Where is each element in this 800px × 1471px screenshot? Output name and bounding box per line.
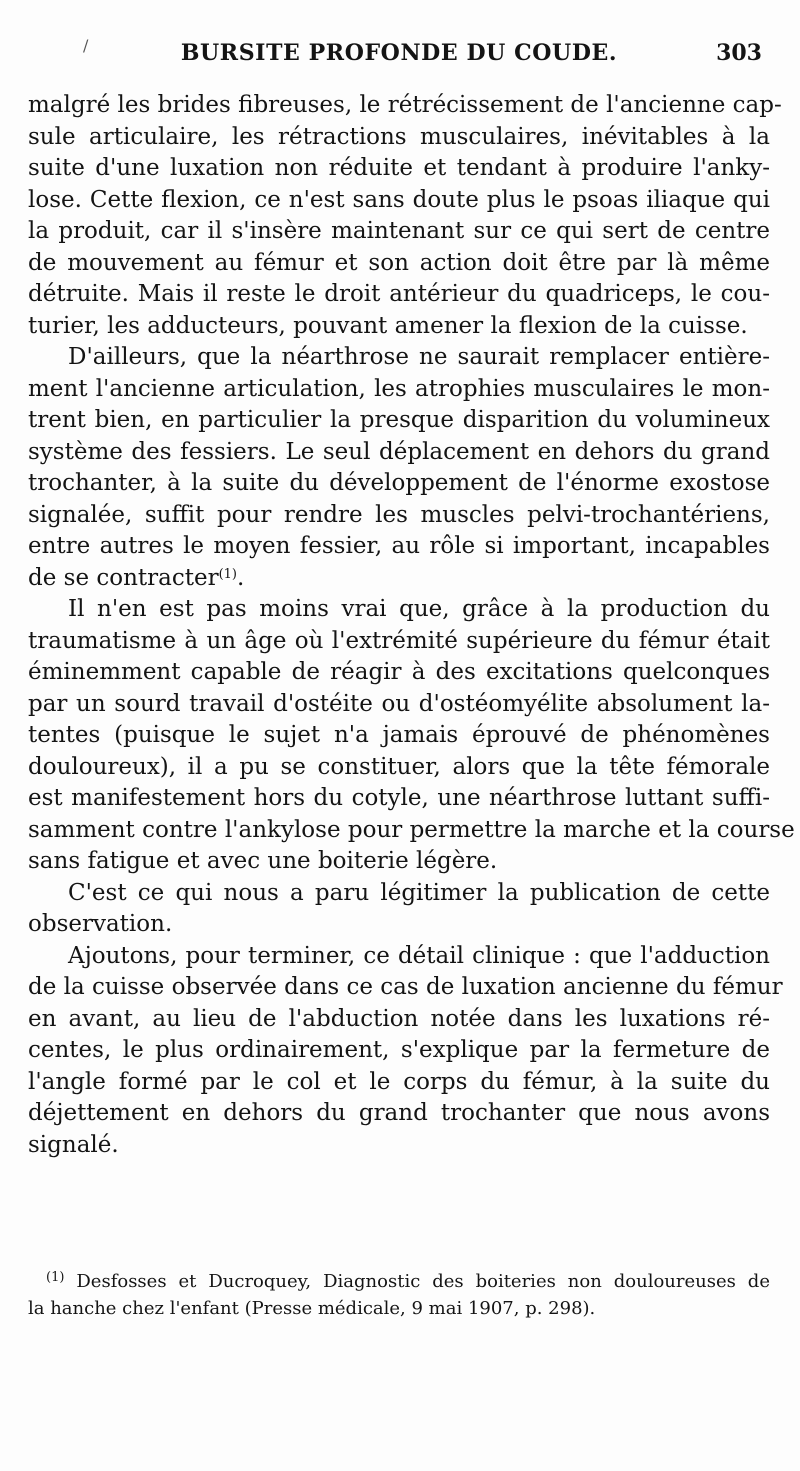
text-line: est manifestement hors du cotyle, une néarthrose luttant suffi- [28,785,770,811]
footnote-line [28,1268,770,1295]
page-number: 303 [716,40,762,66]
text-line: système des fessiers. Le seul déplacement en dehors du grand [28,438,770,465]
footnote-text: Desfosses et Ducroquey, Diagnostic des boiteries non douloureuses de [76,1271,770,1292]
text-line: détruite. Mais il reste le droit antérieur du quadriceps, le cou- [28,281,770,307]
text-line: centes, le plus ordinairement, s'explique par la fermeture de [28,1037,770,1063]
text-line: signalée, suffit pour rendre les muscles pelvi-trochantériens, [28,501,770,528]
text-line: entre autres le moyen fessier, au rôle si important, incapables [28,533,770,559]
text-line: de la cuisse observée dans ce cas de luxation ancienne du fémur [28,974,783,1000]
header-mark: / [83,36,89,55]
text-line: sule articulaire, les rétractions musculaires, inévitables à la [28,123,770,150]
text-line: suite d'une luxation non réduite et tendant à produire l'anky- [28,155,770,181]
text-line: tentes (puisque le sujet n'a jamais éprouvé de phénomènes [28,722,770,748]
text-line: C'est ce qui nous a paru légitimer la publication de cette [68,879,770,906]
text-line: Il n'en est pas moins vrai que, grâce à la production du [68,596,770,622]
text-line: lose. Cette flexion, ce n'est sans doute plus le psoas iliaque qui [28,186,770,213]
text-line: trent bien, en particulier la presque disparition du volumineux [28,407,770,433]
text-line: en avant, au lieu de l'abduction notée dans les luxations ré- [28,1005,770,1032]
text-fragment: de se contracter [28,564,219,591]
text-line: observation. [28,911,173,937]
text-line: douloureux), il a pu se constituer, alors que la tête fémorale [28,753,770,780]
body-text [28,90,795,1161]
text-line: samment contre l'ankylose pour permettre la marche et la course [28,816,795,843]
text-line: Ajoutons, pour terminer, ce détail clinique : que l'adduction [68,942,770,969]
text-line: malgré les brides fibreuses, le rétrécissement de l'ancienne cap- [28,92,782,118]
footnote-marker: (1) [46,1270,65,1285]
text-line: éminemment capable de réagir à des excitations quelconques [28,659,770,685]
running-title: BURSITE PROFONDE DU COUDE. [180,40,618,66]
text-line: la produit, car il s'insère maintenant sur ce qui sert de centre [28,218,770,244]
text-line: D'ailleurs, que la néarthrose ne saurait remplacer entière- [68,344,770,370]
text-line: ment l'ancienne articulation, les atrophies musculaires le mon- [28,375,770,402]
text-line: traumatisme à un âge où l'extrémité supérieure du fémur était [28,627,770,654]
text-line: signalé. [28,1131,119,1158]
text-line-with-footnote [28,563,770,595]
footnote-line: la hanche chez l'enfant (Presse médicale, 9 mai 1907, p. 298). [28,1298,596,1319]
footnote [28,1268,770,1322]
text-line: déjettement en dehors du grand trochanter que nous avons [28,1100,770,1126]
text-line: par un sourd travail d'ostéite ou d'ostéomyélite absolument la- [28,690,770,717]
text-line: sans fatigue et avec une boiterie légère. [28,848,498,874]
text-fragment: . [237,564,245,591]
footnote-reference[interactable]: (1) [218,566,238,582]
text-line: de mouvement au fémur et son action doit être par là même [28,249,770,276]
running-head [28,34,770,74]
text-line: l'angle formé par le col et le corps du fémur, à la suite du [28,1068,770,1095]
text-line: turier, les adducteurs, pouvant amener la flexion de la cuisse. [28,312,748,339]
text-line: trochanter, à la suite du développement de l'énorme exostose [28,470,770,496]
